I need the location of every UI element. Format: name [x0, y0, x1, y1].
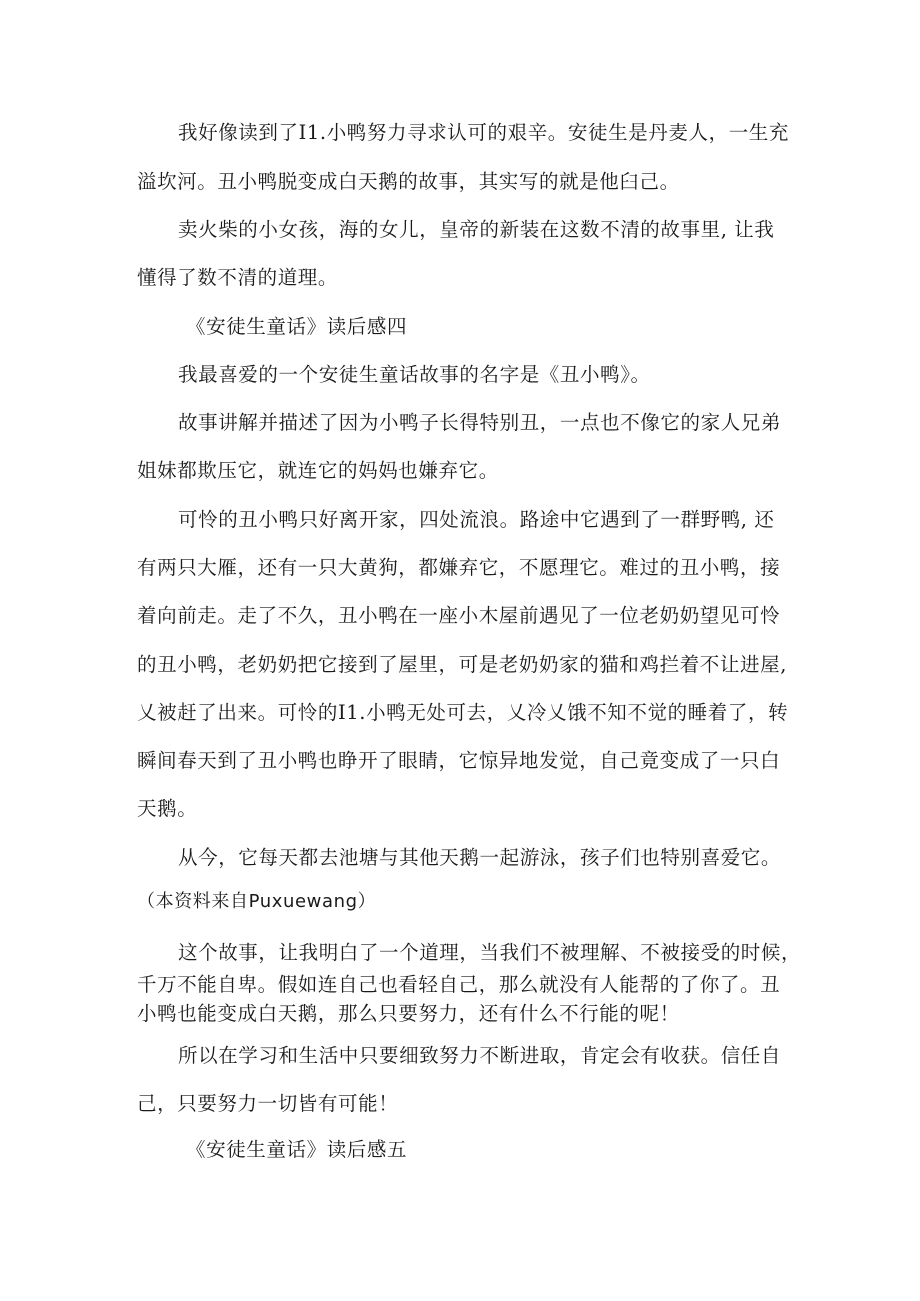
paragraph-line: 的丑小鸭，老奶奶把它接到了屋里，可是老奶奶家的猫和鸡拦着不让进屋,	[137, 653, 787, 676]
paragraph-line: 所以在学习和生活中只要细致努力不断进取，肯定会有收获。信任自	[178, 1044, 782, 1067]
paragraph-line: 小鸭也能变成白天鹅，那么只要努力，还有什么不行能的呢！	[137, 1002, 680, 1025]
paragraph-line: 从今，它每天都去池塘与其他天鹅一起游泳，孩子们也特别喜爱它。	[178, 846, 782, 869]
paragraph-line: 乂被赶了出来。可怜的I1.小鸭无处可去，乂冷乂饿不知不觉的睡着了，转	[137, 701, 789, 724]
paragraph-line: 溢坎河。丑小鸭脱变成白天鹅的故事，其实写的就是他臼己。	[137, 170, 680, 193]
source-note: （本资料来自Puxuewang）	[137, 891, 377, 912]
paragraph-line: 卖火柴的小女孩，海的女儿，皇帝的新装在这数不清的故事里, 让我	[178, 218, 775, 241]
paragraph-line: 这个故事，让我明白了一个道理，当我们不被理解、不被接受的时候，	[178, 941, 802, 964]
section-heading: 《安徒生童话》读后感四	[186, 315, 408, 338]
paragraph-line: 我最喜爱的一个安徒生童话故事的名字是《丑小鸭》。	[178, 363, 651, 386]
paragraph-line: 己，只要努力一切皆有可能！	[137, 1092, 399, 1115]
paragraph-line: 我好像读到了I1.小鸭努力寻求认可的艰辛。安徒生是丹麦人，一生充	[178, 121, 790, 144]
paragraph-line: 姐妹都欺压它，就连它的妈妈也嫌弃它。	[137, 459, 499, 482]
section-heading: 《安徒生童话》读后感五	[186, 1138, 408, 1161]
paragraph-line: 有两只大雁，还有一只大黄狗，都嫌弃它，不愿理它。难过的丑小鸭，接	[137, 556, 781, 579]
paragraph-line: 瞬间春天到了丑小鸭也睁开了眼睛，它惊异地发觉，自己竟变成了一只白	[137, 749, 781, 772]
paragraph-line: 可怜的丑小鸭只好离开家，四处流浪。路途中它遇到了一群野鸭, 还	[178, 508, 775, 531]
paragraph-line: 千万不能自卑。假如连自己也看轻自己，那么就没有人能帮的了你了。丑	[137, 973, 781, 996]
paragraph-line: 天鹅。	[137, 797, 198, 820]
paragraph-line: 懂得了数不清的道理。	[137, 266, 339, 289]
paragraph-line: 着向前走。走了不久，丑小鸭在一座小木屋前遇见了一位老奶奶望见可怜	[137, 604, 781, 627]
paragraph-line: 故事讲解并描述了因为小鸭子长得特别丑，一点也不像它的家人兄弟	[178, 411, 782, 434]
